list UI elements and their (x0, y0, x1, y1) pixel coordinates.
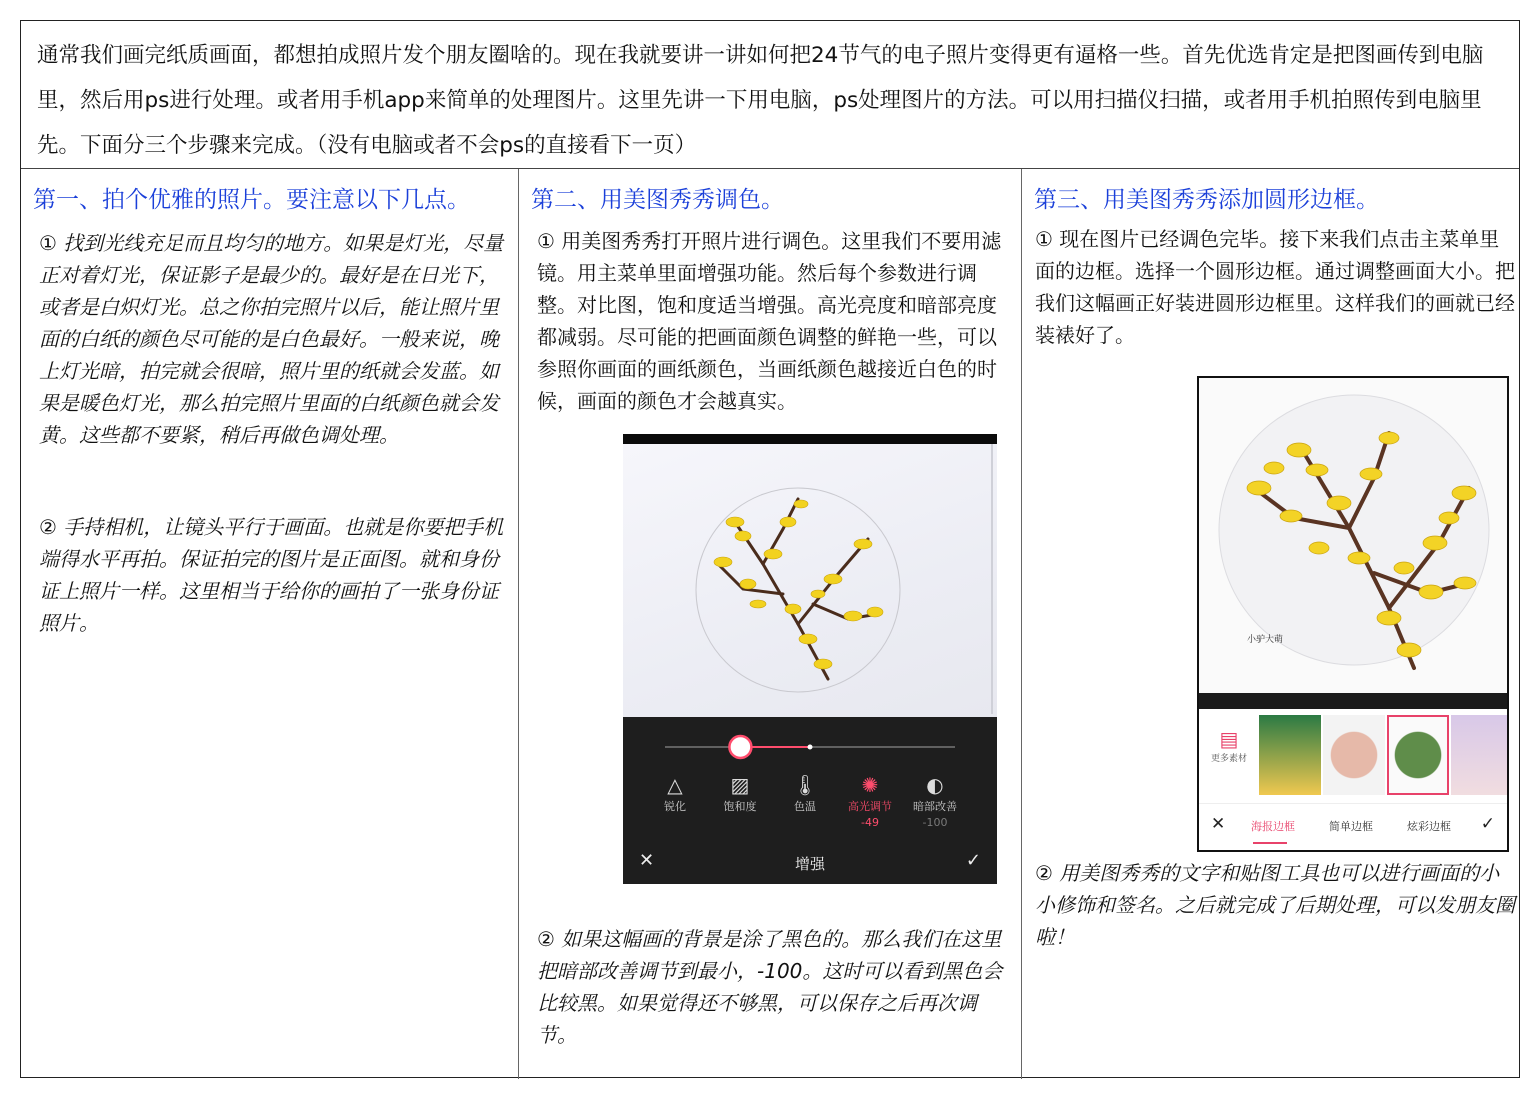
step-three-paragraph-2: ② 用美图秀秀的文字和贴图工具也可以进行画面的小小修饰和签名。之后就完成了后期处理，可以发朋友圈啦！ (1035, 861, 1515, 949)
step-two-paragraph-2: ② 如果这幅画的背景是涂了黑色的。那么我们在这里把暗部改善调节到最小，-100。这时可以看到黑色会比较黑。如果觉得还不够黑，可以保存之后再次调节。 (537, 927, 1003, 1047)
enhance-slider[interactable] (623, 727, 997, 767)
enhance-title: 增强 (794, 855, 825, 873)
tab-poster-frame[interactable]: 海报边框 (1251, 820, 1295, 833)
frame-thumbnail-2[interactable] (1323, 715, 1385, 795)
step-one-column (21, 169, 519, 1079)
shadow-icon: ◐ (926, 773, 944, 797)
shadow-value: -100 (922, 816, 948, 829)
circular-forsythia-icon (1199, 378, 1507, 693)
sharpen-icon: △ (667, 773, 683, 797)
close-icon[interactable]: ✕ (1211, 814, 1226, 834)
step-three-column (1022, 169, 1521, 1079)
tool-highlight[interactable]: ✺ 高光调节 -49 (842, 772, 898, 829)
framed-painting (1199, 378, 1507, 693)
tool-color-temperature[interactable]: 🌡 色温 (777, 772, 833, 814)
frame-thumbnail-3[interactable] (1387, 715, 1449, 795)
enhance-screenshot (623, 434, 997, 884)
document-frame (20, 20, 1520, 1078)
check-icon[interactable]: ✓ (1480, 814, 1495, 834)
tab-colorful-frame[interactable]: 炫彩边框 (1407, 820, 1451, 833)
tool-sharpen[interactable]: △ 锐化 (647, 772, 703, 814)
store-icon: ▤ (1219, 727, 1239, 751)
highlight-value: -49 (861, 816, 879, 829)
thermometer-icon: 🌡 (792, 773, 818, 797)
frame-tabs (1199, 803, 1507, 852)
saturation-icon: ▨ (730, 773, 750, 797)
step-three-paragraph-1: ① 现在图片已经调色完毕。接下来我们点击主菜单里面的边框。选择一个圆形边框。通过调整画面大小。把我们这幅画正好装进圆形边框里。这样我们的画就已经装裱好了。 (1035, 227, 1515, 347)
step-two-heading: 第二、用美图秀秀调色。 (531, 187, 784, 213)
active-tab-indicator (1253, 842, 1287, 844)
step-one-heading: 第一、拍个优雅的照片。要注意以下几点。 (33, 187, 470, 213)
close-icon[interactable]: ✕ (639, 850, 655, 871)
scanned-painting (623, 444, 997, 717)
check-icon[interactable]: ✓ (965, 850, 981, 871)
screenshot-top-bar (623, 434, 997, 444)
paper-edge (991, 444, 993, 714)
forsythia-painting-icon (623, 444, 997, 717)
more-materials-button[interactable]: ▤ 更多素材 (1207, 727, 1251, 764)
tab-simple-frame[interactable]: 简单边框 (1329, 820, 1373, 833)
step-three-heading: 第三、用美图秀秀添加圆形边框。 (1034, 187, 1379, 213)
frame-thumbnail-4[interactable] (1451, 715, 1509, 795)
intro-paragraph: 通常我们画完纸质画面，都想拍成照片发个朋友圈啥的。现在我就要讲一讲如何把24节气的电子照片变得更有逼格一些。首先优选肯定是把图画传到电脑里，然后用ps进行处理。或者用手机app来简单的处理图片。这里先讲一下用电脑，ps处理图片的方法。可以用扫描仪扫描，或者用手机拍照传到电脑里先。下面分三个步骤来完成。（没有电脑或者不会ps的直接看下一页） (21, 21, 1519, 169)
highlight-icon: ✺ (861, 773, 879, 797)
step-one-paragraph-2: ② 手持相机，让镜头平行于画面。也就是你要把手机端得水平再拍。保证拍完的图片是正面图。就和身份证上照片一样。这里相当于给你的画拍了一张身份证照片。 (39, 515, 504, 635)
enhance-panel (623, 717, 997, 884)
step-two-column (519, 169, 1022, 1079)
screenshot-divider-bar (1199, 693, 1507, 709)
tool-saturation[interactable]: ▨ 饱和度 (712, 772, 768, 814)
signature: 小驴大萌 (1247, 635, 1284, 645)
frame-thumbnail-strip (1199, 709, 1507, 803)
frame-thumbnail-1[interactable] (1259, 715, 1321, 795)
step-two-paragraph-1: ① 用美图秀秀打开照片进行调色。这里我们不要用滤镜。用主菜单里面增强功能。然后每个参数进行调整。对比图，饱和度适当增强。高光亮度和暗部亮度都减弱。尽可能的把画面颜色调整的鲜艳一些，可以参照你画面的画纸颜色，当画纸颜色越接近白色的时候，画面的颜色才会越真实。 (537, 229, 1002, 413)
tool-shadow[interactable]: ◐ 暗部改善 -100 (907, 772, 963, 829)
frame-screenshot (1197, 376, 1509, 852)
step-one-paragraph-1: ① 找到光线充足而且均匀的地方。如果是灯光，尽量正对着灯光，保证影子是最少的。最好是在日光下，或者是白炽灯光。总之你拍完照片以后，能让照片里面的白纸的颜色尽可能的是白色最好。一般来说，晚上灯光暗，拍完就会很暗，照片里的纸就会发蓝。如果是暖色灯光，那么拍完照片里面的白纸颜色就会发黄。这些都不要紧，稍后再做色调处理。 (39, 231, 504, 447)
